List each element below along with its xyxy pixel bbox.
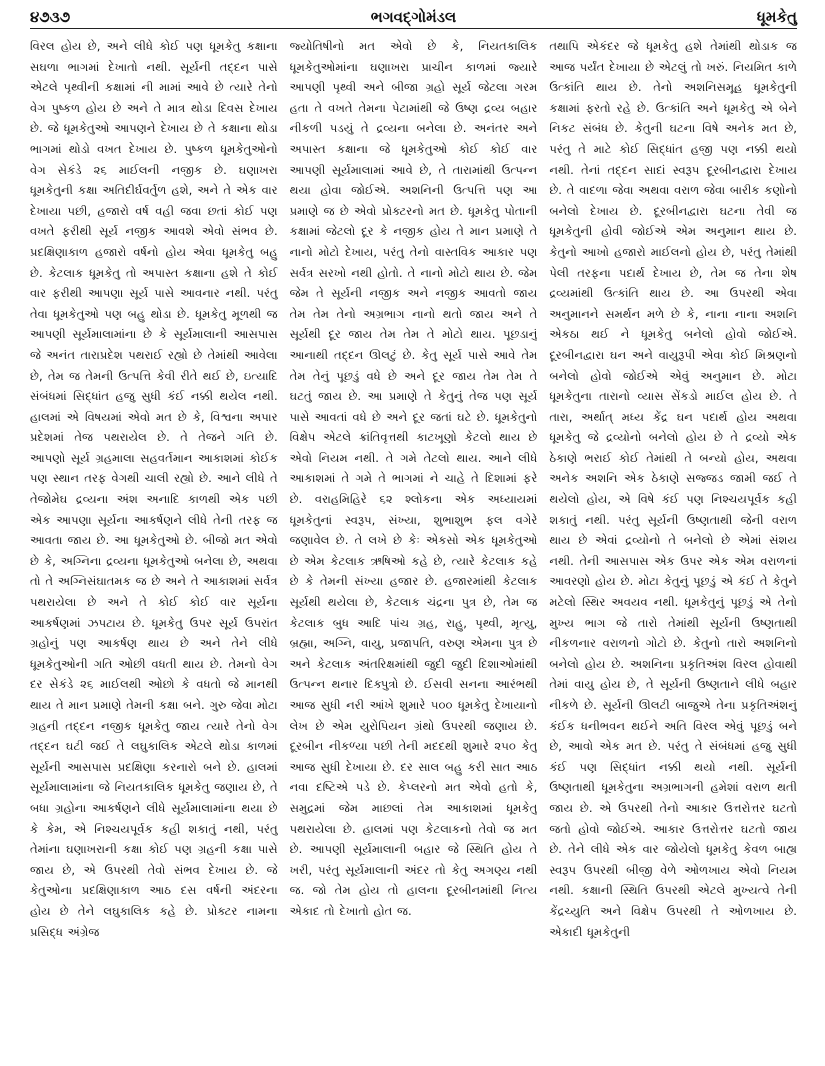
text-columns: [30, 36, 797, 1058]
page-header: [30, 6, 797, 28]
book-title: ભગવદ્ગોમંડલ: [370, 8, 457, 26]
column-3: [549, 36, 797, 1058]
header-rule: [30, 28, 797, 29]
column-1: [30, 36, 278, 1058]
column-text: તથાપિ એકંદર જે ધૂમકેતુ હશે તેમાંથી થોડાક જ આજ પર્યંત દેખાયા છે એટલું તો ખરું. નિયમિત કાળે ઉત્કાંતિ થાય છે. તેનો અશનિસમૂહ ધૂમકેતુની કક્ષામાં ફરતો રહે છે. ઉત્કાંતિ અને ધૂમકેતુ એ બેને નિકટ સંબંધ છે. કેતુની ઘટના વિષે અનેક મત છે, પરંતુ તે માટે કોઈ સિદ્ધાંત હજી પણ નક્કી થયો નથી. તેનાં તદ્દન સાદાં સ્વરૂપ દૂરબીનદ્વારા દેખાય છે. તે વાદળા જેવા અથવા વરાળ જેવા બારીક કણોનો બનેલો દેખાય છે. દૂરબીનદ્વારા ઘટના તેવી જ ધૂમકેતુની હોવી જોઈએ એમ અનુમાન થાય છે. કેતુનો આખો હજારો માઈલનો હોય છે, પરંતુ તેમાંથી પેલી તરફના પદાર્થ દેખાય છે, તેમ જ તેના શેષ દ્રવ્યમાંથી ઉત્કાંતિ થાય છે. આ ઉપરથી એવા અનુમાનને સમર્થન મળે છે કે, નાના નાના અશનિ એકઠા થઈ ને ધૂમકેતુ બનેલો હોવો જોઈએ. દૂરબીનદ્વારા ઘન અને વાયુરૂપી એવા કોઈ મિશ્રણનો બનેલો હોવો જોઈએ એવું અનુમાન છે. મોટા ધૂમકેતુના તારાનો વ્યાસ સેંકડો માઈલ હોય છે. તે તારા, અર્થાત્ મધ્ય કેંદ્ર ઘન પદાર્થ હોય અથવા ધૂમકેતુ જે દ્રવ્યોનો બનેલો હોય છે તે દ્રવ્યો એક ઠેકાણે ભરાઈ કોઈ તેમાંથી તે બન્યો હોય, અથવા અનેક અશનિ એક ઠેકાણે સજ્જડ જામી જઈ તે થયેલો હોય, એ વિષે કંઈ પણ નિશ્ચયપૂર્વક કહી શકાતું નથી. પરંતુ સૂર્યની ઉષ્ણતાથી જેની વરાળ થાય છે એવાં દ્રવ્યોનો તે બનેલો છે એમાં સંશય નથી. તેની આસપાસ એક ઉપર એક એમ વરાળનાં આવરણો હોય છે. મોટા કેતુનું પૂછડું એ કંઈ તે કેતુને મટેલો સ્થિર અવયવ નથી. ધૂમકેતુનું પૂછડું એ તેનો મુખ્ય ભાગ જે તારો તેમાંથી સૂર્યની ઉષ્ણતાથી નીકળનાર વરાળનો ગોટો છે. કેતુનો તારો અશનિનો બનેલો હોય છે. અશનિના પ્રકૃતિઅંશ વિરલ હોવાથી તેમાં વાયુ હોય છે, તે સૂર્યની ઉષ્ણતાને લીધે બહાર નીકળે છે. સૂર્યની ઊલટી બાજુએ તેના પ્રકૃતિઅંશનું કંઈક ધનીભવન થઈને અતિ વિરલ એવું પૂછડું બને છે, આવો એક મત છે. પરંતુ તે સંબંધમાં હજુ સુધી કંઈ પણ સિદ્ધાંત નક્કી થયો નથી. સૂર્યની ઉષ્ણતાથી ધૂમકેતુના અગ્રભાગની હમેશાં વરાળ થતી જાય છે. એ ઉપરથી તેનો આકાર ઉત્તરોત્તર ઘટતો જતો હોવો જોઈએ. આકાર ઉત્તરોત્તર ઘટતો જાય છે. તેને લીધે એક વાર જોયેલો ધૂમકેતુ કેવળ બાહ્ય સ્વરૂપ ઉપરથી બીજી વેળે ઓળખાય એવો નિયમ નથી. કક્ષાની સ્થિતિ ઉપરથી એટલે મુખ્યત્વે તેની કેંદ્રચ્યુતિ અને વિક્ષેપ ઉપરથી તે ઓળખાય છે. એકાદી ધૂમકેતુની: [549, 39, 797, 939]
column-text: જ્યોતિષીનો મત એવો છે કે, નિયતકાલિક ધૂમકેતુઓમાંના ઘણાખરા પ્રાચીન કાળમાં જ્યારે આપણી પૃથ્વી અને બીજા ગ્રહો સૂર્ય જેટલા ગરમ હતા તે વખતે તેમના પેટામાંથી જે ઉષ્ણ દ્રવ્ય બહાર નીકળી પડયું તે દ્રવ્યના બનેલા છે. અનંતર અને અપાસ્ત કક્ષાના જે ધૂમકેતુઓ કોઈ કોઈ વાર આપણી સૂર્યમાલામાં આવે છે, તે તારામાંથી ઉત્પન્ન થયા હોવા જોઈએ. અશનિની ઉત્પત્તિ પણ આ પ્રમાણે જ છે એવો પ્રોક્ટરનો મત છે. ધૂમકેતુ પોતાની કક્ષામાં જેટલો દૂર કે નજીક હોય તે માન પ્રમાણે તે નાનો મોટો દેખાય, પરંતુ તેનો વાસ્તવિક આકાર પણ સર્વત્ર સરખો નથી હોતો. તે નાનો મોટો થાય છે. જેમ જેમ તે સૂર્યની નજીક અને નજીક આવતો જાય તેમ તેમ તેનો અગ્રભાગ નાનો થતો જાય અને તે સૂર્યથી દૂર જાય તેમ તેમ તે મોટો થાય. પૂછડાનું આનાથી તદ્દન ઊલટું છે. કેતુ સૂર્ય પાસે આવે તેમ તેમ તેનું પૂછડું વધે છે અને દૂર જાય તેમ તેમ તે ઘટતું જાય છે. આ પ્રમાણે તે કેતુનું તેજ પણ સૂર્ય પાસે આવતાં વધે છે અને દૂર જતાં ઘટે છે. ધૂમકેતુનો વિક્ષેપ એટલે ક્રાંતિવૃત્તથી કાટખૂણો કેટલો થાય છે એવો નિયમ નથી. તે ગમે તેટલો થાય. આને લીધે આકાશમાં તે ગમે તે ભાગમાં ને ચાહે તે દિશામાં ફરે છે. વરાહમિહિરે ૬૨ શ્લોકના એક અધ્યાયમાં ધૂમકેતુનાં સ્વરૂપ, સંખ્યા, શુભાશુભ ફલ વગેરે જણાવેલ છે. તે લખે છે કેઃ એકસો એક ધૂમકેતુઓ છે એમ કેટલાક ઋષિઓ કહે છે, ત્યારે કેટલાક કહે છે કે તેમની સંખ્યા હજાર છે. હજારમાંથી કેટલાક સૂર્યથી થયેલા છે, કેટલાક ચંદ્રના પુત્ર છે, તેમ જ કેટલાક બુધ આદિ પાંચ ગ્રહ, રાહુ, પૃથ્વી, મૃત્યુ, બ્રહ્મા, અગ્નિ, વાયુ, પ્રજાપતિ, વરુણ એમના પુત્ર છે અને કેટલાક અંતરિક્ષમાંથી જુદી જુદી દિશાઓમાંથી ઉત્પન્ન થનાર દિક્પુત્રો છે. ઈસવી સનના આરંભથી આજ સુધી નરી આંખે શુમારે ૫૦૦ ધૂમકેતુ દેખાયાનો લેખ છે એમ યુરોપિયન ગ્રંથો ઉપરથી જણાય છે. દૂરબીન નીકળ્યા પછી તેની મદદથી શુમારે ૨૫૦ કેતુ આજ સુધી દેખાયા છે. દર સાલ બહુ કરી સાત આઠ નવા દષ્ટિએ પડે છે. કેપ્લરનો મત એવો હતો કે, સમુદ્રમાં જેમ માછલાં તેમ આકાશમાં ધૂમકેતુ પથરાયેલા છે. હાલમાં પણ કેટલાકનો તેવો જ મત છે. આપણી સૂર્યમાલાની બહાર જે સ્થિતિ હોય તે ખરી, પરંતુ સૂર્યમાલાની અંદર તો કેતુ અગણ્ય નથી જ. જો તેમ હોય તો હાલના દૂરબીનમાંથી નિત્ય એકાદ તો દેખાતો હોત જ.: [289, 39, 538, 918]
column-text: વિરલ હોય છે, અને લીધે કોઈ પણ ધૂમકેતુ કક્ષાના સઘળા ભાગમાં દેખાતો નથી. સૂર્યની તદ્દન પાસે એટલે પૃથ્વીની કક્ષામાં ની મામાં આવે છે ત્યારે તેનો વેગ પુષ્કળ હોય છે અને તે માત્ર થોડા દિવસ દેખાય છે. જે ધૂમકેતુઓ આપણને દેખાય છે તે કક્ષાના થોડા ભાગમાં થોડો વખત દેખાય છે. પુષ્કળ ધૂમકેતુઓનો વેગ સેકંડે ૨૬ માઈલની નજીક છે. ઘણાખરા ધૂમકેતુની કક્ષા અતિદીર્ઘવર્તુળ હશે, અને તે એક વાર દેખાયા પછી, હજારો વર્ષ વહી જવા છતાં કોઈ પણ વખતે ફરીથી સૂર્ય નજીક આવશે એવો સંભવ છે. પ્રદક્ષિણાકાળ હજારો વર્ષનો હોય એવા ધૂમકેતુ બહુ છે. કેટલાક ધૂમકેતુ તો અપાસ્ત કક્ષાના હશે તે કોઈ વાર ફરીથી આપણા સૂર્ય પાસે આવનાર નથી. પરંતુ તેવા ધૂમકેતુઓ પણ બહુ થોડા છે. ધૂમકેતુ મૂળથી જ આપણી સૂર્યમાલામાંના છે કે સૂર્યમાલાની આસપાસ જે અનંત તારાપ્રદેશ પથરાઈ રહ્યો છે તેમાંથી આવેલા છે, તેમ જ તેમની ઉત્પત્તિ કેવી રીતે થઈ છે, ઇત્યાદિ સંબંધમાં સિદ્ધાંત હજુ સુધી કંઈ નક્કી થયેલ નથી. હાલમાં એ વિષયમાં એવો મત છે કે, વિશ્વના અપાર પ્રદેશમાં તેજ પથરાયેલ છે. તે તેજને ગતિ છે. આપણો સૂર્ય ગ્રહમાલા સહવર્તમાન આકાશમાં કોઈક પણ સ્થાન તરફ વેગથી ચાલી રહ્યો છે. આને લીધે તે તેજોમેઘ દ્રવ્યના અંશ અનાદિ કાળથી એક પછી એક આપણા સૂર્યના આકર્ષણને લીધે તેની તરફ જ આવતા જાય છે. આ ધૂમકેતુઓ છે. બીજો મત એવો છે કે, અગ્નિના દ્રવ્યના ધૂમકેતુઓ બનેલા છે, અથવા તો તે અગ્નિસંઘાતમક જ છે અને તે આકાશમાં સર્વત્ર પથરાયેલા છે અને તે કોઈ કોઈ વાર સૂર્યના આકર્ષણમાં ઝપટાય છે. ધૂમકેતુ ઉપર સૂર્ય ઉપરાંત ગ્રહોનું પણ આકર્ષણ થાય છે અને તેને લીધે ધૂમકેતુઓની ગતિ ઓછી વધતી થાય છે. તેમનો વેગ દર સેકંડે ૨૬ માઈલથી ઓછો કે વધતો જે માનથી થાય તે માન પ્રમાણે તેમની કક્ષા બને. ગુરુ જેવા મોટા ગ્રહની તદ્દન નજીક ધૂમકેતુ જાય ત્યારે તેનો વેગ તદ્દન ઘટી જઈ તે લઘુકાલિક એટલે થોડા કાળમાં સૂર્યની આસપાસ પ્રદક્ષિણા કરનારો બને છે. હાલમાં સૂર્યમાલામાંના જે નિયતકાલિક ધૂમકેતુ જણાય છે, તે બધા ગ્રહોના આકર્ષણને લીધે સૂર્યમાલામાંના થયા છે કે કેમ, એ નિશ્ચયપૂર્વક કહી શકાતું નથી, પરંતુ તેમાંના ઘણાખરાની કક્ષા કોઈ પણ ગ્રહની કક્ષા પાસે જાય છે, એ ઉપરથી તેવો સંભવ દેખાય છે. જે કેતુઓના પ્રદક્ષિણાકાળ આઠ દસ વર્ષની અંદરના હોય છે તેને લઘુકાલિક કહે છે. પ્રોક્ટર નામના પ્રસિદ્ધ અંગ્રેજ: [30, 39, 278, 939]
entry-headword: ધૂમકેતુ: [756, 8, 797, 26]
column-2: [290, 36, 538, 1058]
page-number: ૪૭૩૭: [30, 8, 71, 26]
